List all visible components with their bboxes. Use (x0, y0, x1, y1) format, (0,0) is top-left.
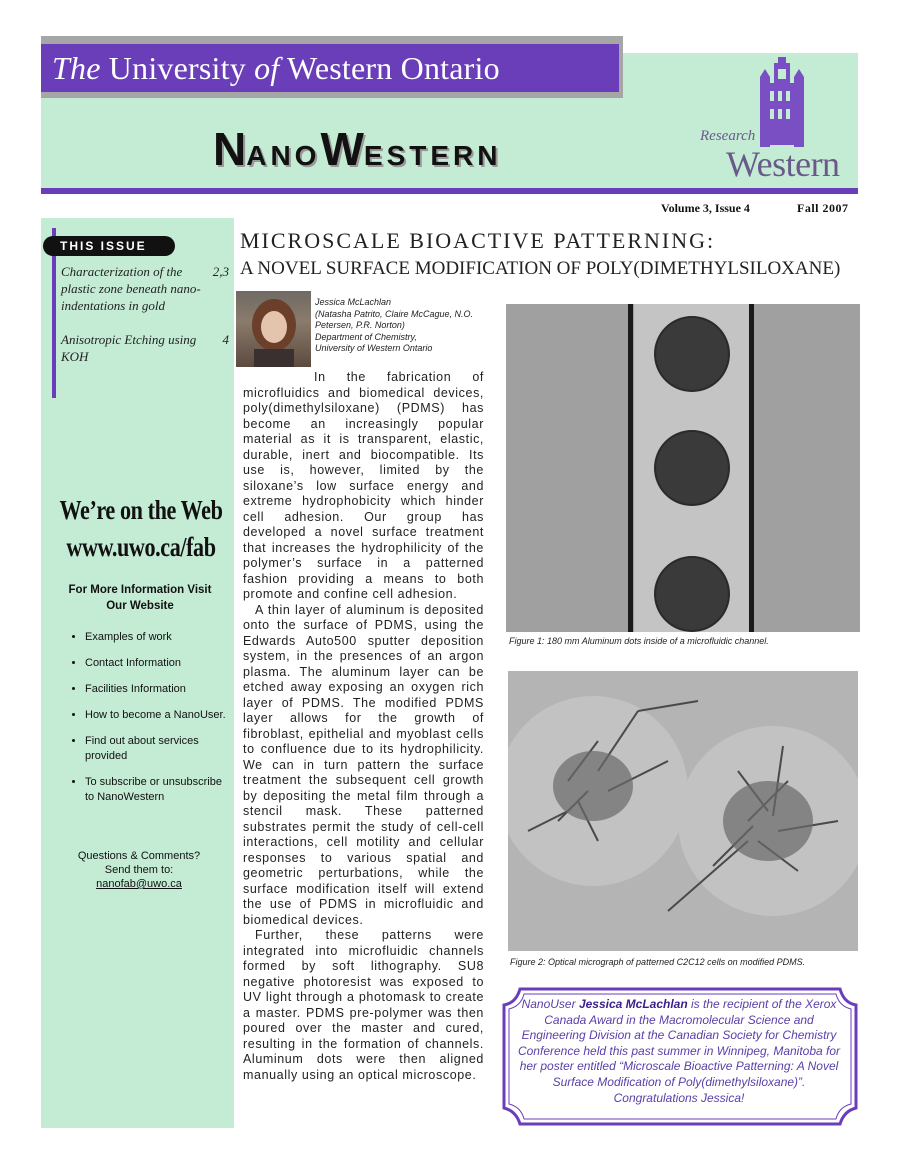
website-links-list (55, 630, 233, 816)
volume-issue: Volume 3, Issue 4 (661, 201, 750, 215)
toc-item-page: 4 (222, 332, 229, 347)
newsletter-title: NANOWESTERN (213, 123, 502, 175)
author-name: Jessica McLachlan (315, 297, 392, 307)
figure-1-caption: Figure 1: 180 mm Aluminum dots inside of a microfluidic channel. (509, 636, 769, 646)
article-title: MICROSCALE BIOACTIVE PATTERNING: (240, 228, 716, 253)
article-paragraph: Further, these patterns were integrated into microfluidic channels formed by soft lithography. SU8 negative photoresist was exposed to UV light through a photomask to create a master. PDMS pre-polymer was then poured over the master and cured, resulting in the formation of channels. Aluminum dots were then aligned manually using an optical microscope. (243, 928, 484, 1082)
author-coauthors: (Natasha Patrito, Claire McCague, N.O. Petersen, P.R. Norton) (315, 308, 474, 330)
article-body (243, 370, 484, 1083)
toc-item-title: Characterization of the plastic zone beneath nano-indentations in gold (61, 264, 201, 313)
web-promo-url[interactable]: www.uwo.ca/fab (66, 532, 216, 562)
header-divider (41, 188, 858, 194)
author-photo (236, 291, 311, 367)
list-item: • Contact Information (85, 656, 233, 671)
article-paragraph: A thin layer of aluminum is deposited onto the surface of PDMS, using the Edwards Auto500 sputter deposition system, in the presences of an argon plasma. The aluminum layer can be etched away exposing an oxygen rich layer of PDMS. The modified PDMS layer allows for the growth of fibroblast, epithelial and myoblast cells to confluence due to its hydrophilicity. We can in turn pattern the surface treatment the subsequent cell growth by depositing the metal film through a stencil mask. These patterned substrates permit the study of cell-cell interactions, cell motility and cellular responses to various spatial and geometric perturbations, while the surface modification itself will extend the use of PDMS in microfluidic and biomedical devices. (243, 602, 484, 927)
web-promo-heading (59, 492, 223, 566)
list-item: • Facilities Information (85, 682, 233, 697)
toc-item-page: 2,3 (212, 264, 229, 279)
university-title: The University of Western Ontario (52, 50, 500, 86)
more-info-heading: For More Information Visit Our Website (68, 584, 212, 612)
toc-item-title: Anisotropic Etching using KOH (61, 332, 197, 364)
figure-2-micrograph (508, 671, 858, 951)
figure-2-caption: Figure 2: Optical micrograph of patterned C2C12 cells on modified PDMS. (510, 957, 806, 967)
list-item: • To subscribe or unsubscribe to NanoWestern (85, 775, 233, 805)
logo-research-text: Research (700, 128, 756, 144)
questions-text: Questions & Comments? Send them to: (77, 850, 201, 876)
award-recipient-name: Jessica McLachlan (578, 997, 688, 1011)
list-item: • Find out about services provided (85, 734, 233, 764)
issue-season: Fall 2007 (797, 201, 849, 215)
this-issue-badge: THIS ISSUE (43, 236, 175, 256)
author-department: Department of Chemistry, (315, 331, 417, 342)
article-subtitle: A NOVEL SURFACE MODIFICATION OF POLY(DIMETHYLSILOXANE) (240, 258, 841, 279)
toc-item[interactable] (61, 331, 229, 365)
logo-western-text: Western (726, 144, 840, 184)
author-university: University of Western Ontario (315, 343, 433, 353)
toc-item[interactable] (61, 263, 229, 314)
author-credits (315, 297, 475, 355)
figure-1-micrograph (506, 304, 860, 632)
contact-email-link[interactable]: nanofab@uwo.ca (96, 878, 182, 890)
list-item: • Examples of work (85, 630, 233, 645)
web-promo-line: We’re on the Web (59, 495, 223, 525)
list-item: • How to become a NanoUser. (85, 708, 233, 723)
article-paragraph: In the fabrication of microfluidics and biomedical devices, poly(dimethylsiloxane) (PDMS) has become an increasingly popular material as it is transparent, elastic, durable, inert and biocompatible. Its use is, however, limited by the siloxane’s low surface energy and extreme hydrophobicity which hinder cell adhesion. Our group has developed a novel surface treatment that increases the hydrophilicity of the polymer’s surface in a patterned fashion providing a means to both promote and confine cell adhesion. (243, 370, 484, 601)
award-announcement-text: NanoUser Jessica McLachlan is the recipient of the Xerox Canada Award in the Macromolecular Science and Engineering Division at the Canadian Society for Chemistry Conference held this past summer in Winnipeg, Manitoba for her poster entitled “Microscale Bioactive Patterning: A Novel Surface Modification of Poly(dimethylsiloxane)”. Congratulations Jessica! (517, 997, 841, 1105)
